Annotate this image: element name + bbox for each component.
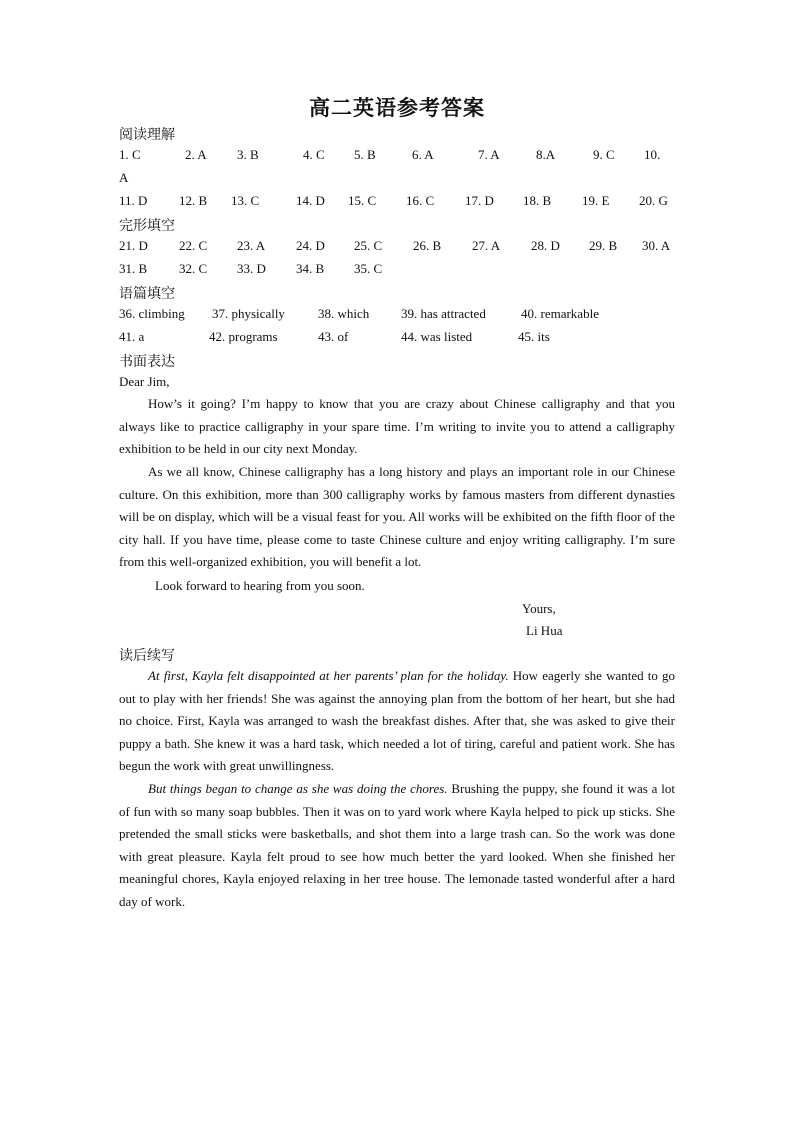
answer-item: 40. remarkable <box>521 306 599 321</box>
answer-item: 11. D <box>119 193 148 208</box>
answer-item: 7. A <box>478 147 500 162</box>
answer-item: 45. its <box>518 329 550 344</box>
letter-closing: Look forward to hearing from you soon. <box>155 578 365 593</box>
continuation-paragraph-2 <box>119 778 675 914</box>
answer-item: 20. G <box>639 193 668 208</box>
letter-paragraph-2: As we all know, Chinese calligraphy has a long history and plays an important role in our Chinese culture. On this exhibition, more than 300 calligraphy works by famous masters from different dynasties will be on display, which will be a visual feast for you. All works will be exhibited on the fifth floor of the city hall. If you have time, please come to taste Chinese culture and enjoy writing calligraphy. I’m sure from this well-organized exhibition, you will benefit a lot. <box>119 464 675 570</box>
answer-item: 6. A <box>412 147 434 162</box>
answer-item: 31. B <box>119 261 148 276</box>
letter-signature: Li Hua <box>526 623 563 638</box>
answer-item: 27. A <box>472 238 501 253</box>
answer-item: 15. C <box>348 193 377 208</box>
answer-item: 18. B <box>523 193 552 208</box>
continuation-p1-body: How eagerly she wanted to go out to play with her friends! She was against the annoying plan from the bottom of her heart, but she had no choice. First, Kayla was arranged to wash the breakfast dishes. After that, she was asked to give their puppy a bath. She knew it was a hard task, which needed a lot of tiring, careful and patient work. She has begun the work with great unwillingness. <box>119 668 675 774</box>
answer-item: 22. C <box>179 238 208 253</box>
answer-item: 37. physically <box>212 306 285 321</box>
answer-item: 29. B <box>589 238 618 253</box>
section-writing-heading: 书面表达 <box>119 355 175 370</box>
answer-item: 36. climbing <box>119 306 185 321</box>
answer-item: 28. D <box>531 238 560 253</box>
answer-item: 21. D <box>119 238 148 253</box>
continuation-p2-opening: But things began to change as she was doing the chores. <box>148 781 448 796</box>
answer-item: 12. B <box>179 193 208 208</box>
answer-item: 16. C <box>406 193 435 208</box>
section-grammar-heading: 语篇填空 <box>119 287 175 302</box>
section-continuation-heading: 读后续写 <box>119 649 175 664</box>
continuation-p1-opening: At first, Kayla felt disappointed at her parents’ plan for the holiday. <box>148 668 509 683</box>
letter-signoff: Yours, <box>522 601 556 616</box>
answer-item: 1. C <box>119 147 141 162</box>
answer-item: 5. B <box>354 147 376 162</box>
answer-item: 24. D <box>296 238 325 253</box>
answer-item: 33. D <box>237 261 266 276</box>
answer-item: 4. C <box>303 147 325 162</box>
answer-item: 8.A <box>536 147 556 162</box>
answer-item: A <box>119 170 129 185</box>
answer-item: 23. A <box>237 238 266 253</box>
answer-item: 26. B <box>413 238 442 253</box>
answer-item: 3. B <box>237 147 259 162</box>
answer-item: 13. C <box>231 193 260 208</box>
answer-item: 39. has attracted <box>401 306 486 321</box>
answer-item: 14. D <box>296 193 325 208</box>
answer-item: 10. <box>644 147 661 162</box>
answer-item: 2. A <box>185 147 207 162</box>
section-cloze-heading: 完形填空 <box>119 219 175 234</box>
continuation-paragraph-1 <box>119 665 675 778</box>
answer-item: 19. E <box>582 193 610 208</box>
answer-item: 42. programs <box>209 329 278 344</box>
answer-item: 41. a <box>119 329 145 344</box>
answer-item: 44. was listed <box>401 329 473 344</box>
answer-item: 9. C <box>593 147 615 162</box>
letter-salutation: Dear Jim, <box>119 374 170 389</box>
letter-paragraph-1: How’s it going? I’m happy to know that you are crazy about Chinese calligraphy and that you always like to practice calligraphy in your spare time. I’m writing to invite you to attend a calligraphy exhibition to be held in our city next Monday. <box>119 396 675 457</box>
answer-item: 43. of <box>318 329 349 344</box>
answer-item: 38. which <box>318 306 370 321</box>
page-title: 高二英语参考答案 <box>309 96 485 120</box>
answer-item: 30. A <box>642 238 671 253</box>
answer-item: 32. C <box>179 261 208 276</box>
answer-item: 34. B <box>296 261 325 276</box>
section-reading-heading: 阅读理解 <box>119 128 175 143</box>
continuation-p2-body: Brushing the puppy, she found it was a lot of fun with so many soap bubbles. Then it was on to yard work where Kayla helped to pick up sticks. She pretended the small sticks were basketballs, and shot them into a large trash can. So the work was done with great pleasure. Kayla felt proud to see how much better the yard looked. When she finished her meaningful chores, Kayla enjoyed relaxing in her tree house. The lemonade tasted wonderful after a hard day of work. <box>119 781 675 909</box>
answer-item: 25. C <box>354 238 383 253</box>
answer-item: 17. D <box>465 193 494 208</box>
answer-item: 35. C <box>354 261 383 276</box>
